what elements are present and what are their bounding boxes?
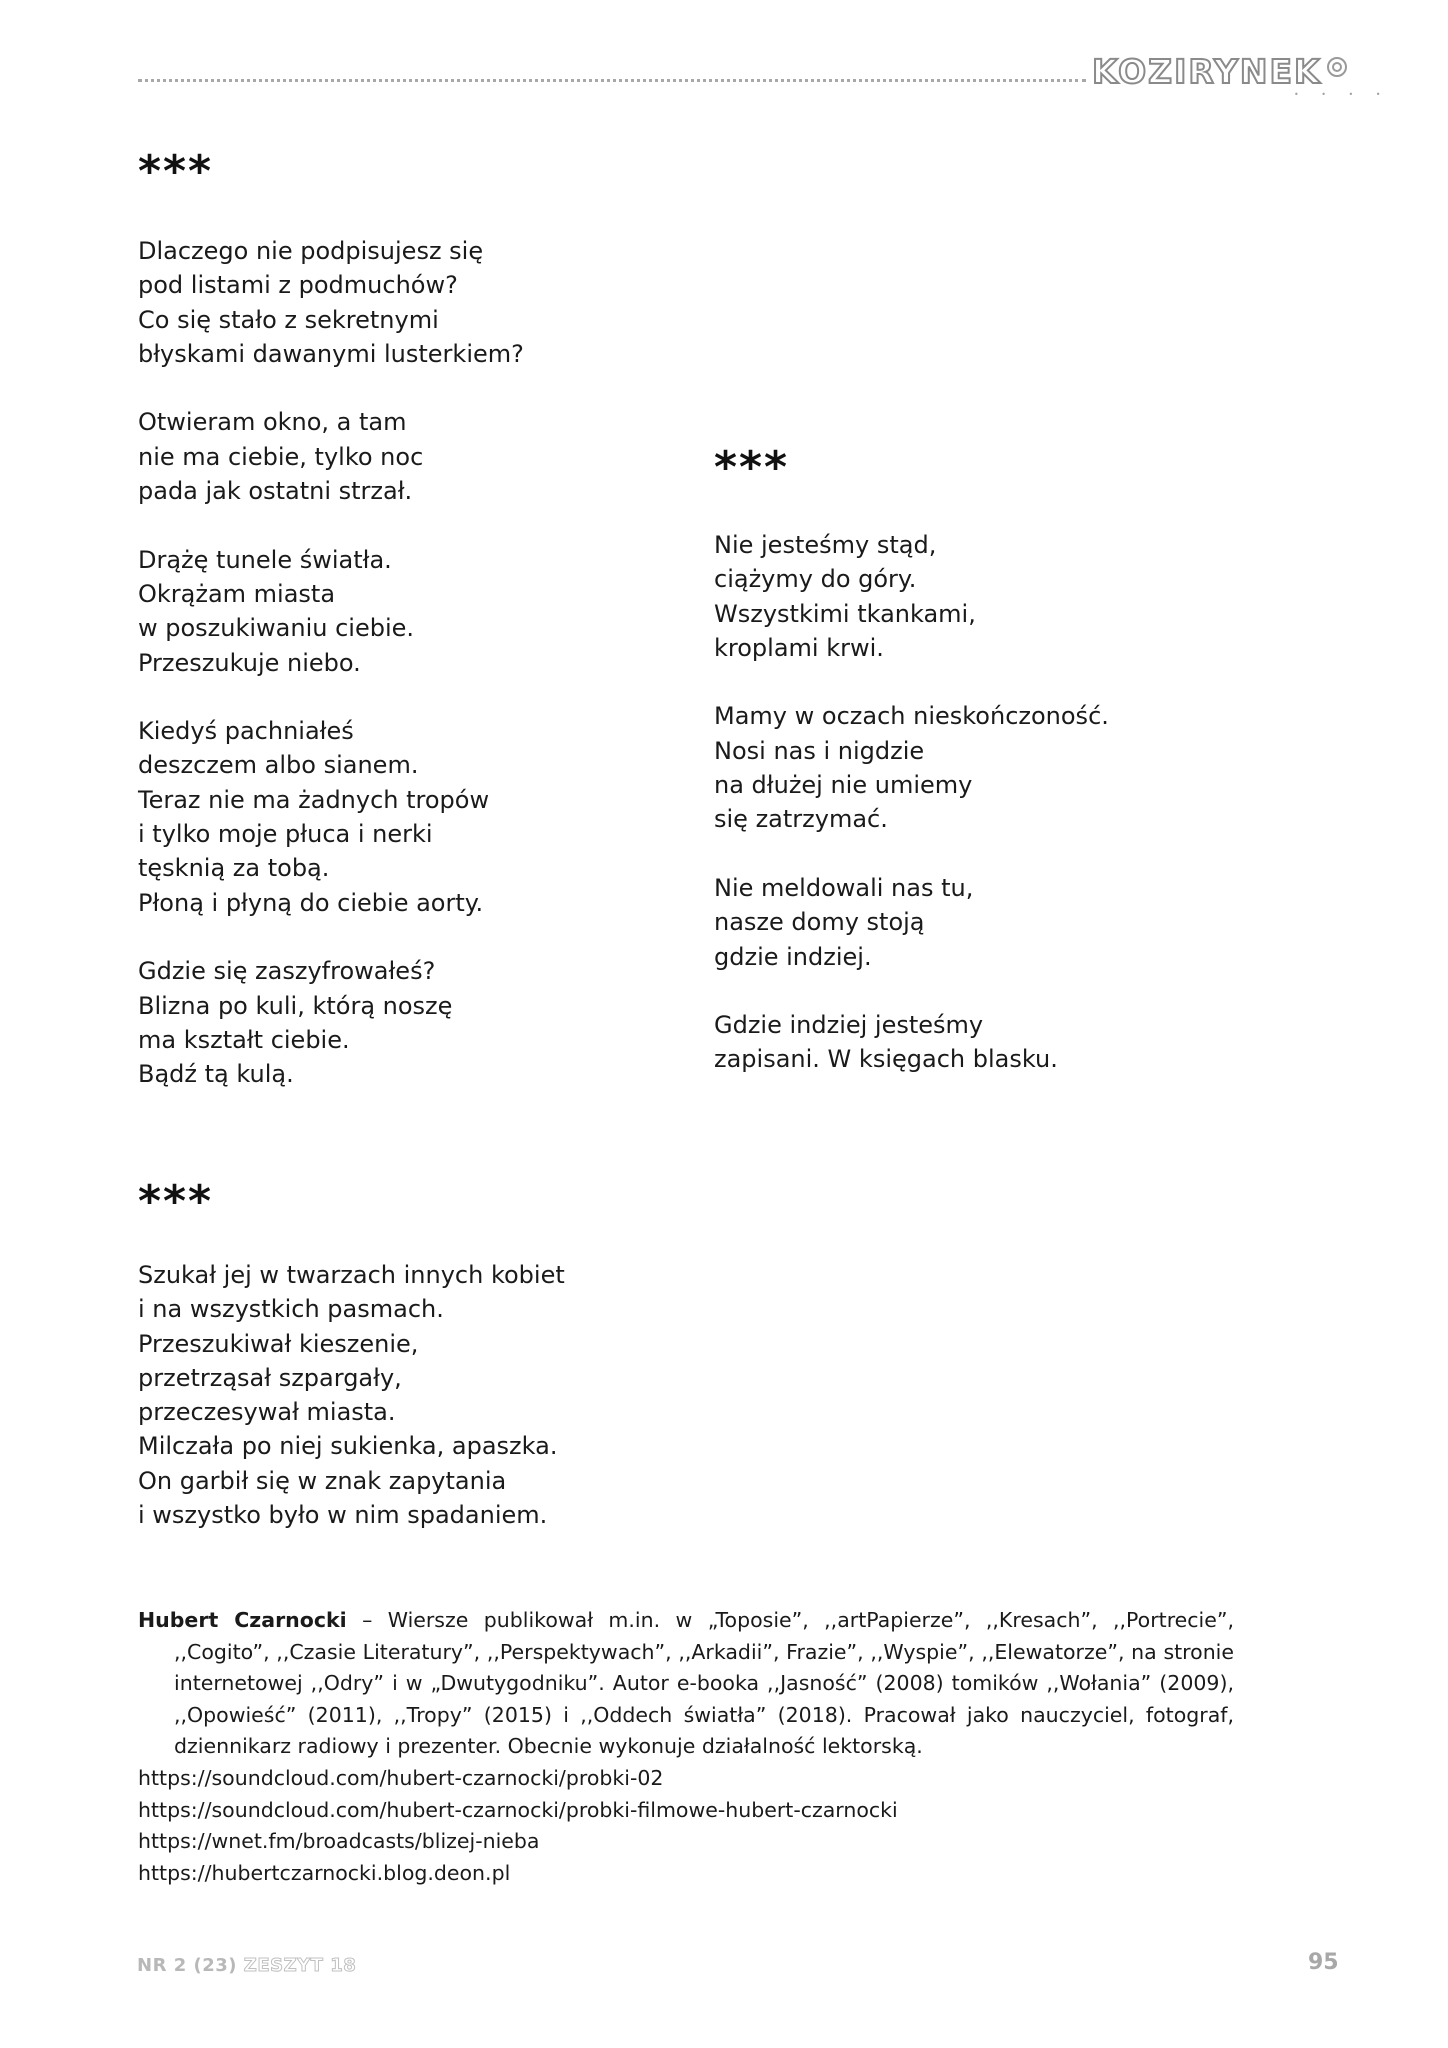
footer-issue	[137, 1955, 356, 1976]
poem-line: gdzie indziej.	[714, 942, 872, 971]
poem-line: Płoną i płyną do ciebie aorty.	[138, 888, 484, 917]
poem-line: zapisani. W księgach blasku.	[714, 1045, 1058, 1074]
author-name: Hubert Czarnocki	[138, 1608, 347, 1632]
poem-line: Gdzie się zaszyfrowałeś?	[138, 957, 436, 986]
poem-line: przeczesywał miasta.	[138, 1398, 396, 1427]
poem-line: błyskami dawanymi lusterkiem?	[138, 339, 524, 368]
poem-line: Drążę tunele światła.	[138, 545, 392, 574]
poem-line: w poszukiwaniu ciebie.	[138, 614, 415, 643]
poem-stanza	[138, 234, 738, 371]
poem-line: pod listami z podmuchów?	[138, 271, 458, 300]
poem-line: Co się stało z sekretnymi	[138, 305, 439, 334]
poem-line: na dłużej nie umiemy	[714, 771, 973, 800]
poem-stanza	[138, 954, 738, 1091]
poem-line: Gdzie indziej jesteśmy	[714, 1011, 984, 1040]
poem-2-marker: ***	[714, 442, 790, 493]
header-dotted-rule	[138, 79, 1086, 82]
bio-link[interactable]: https://soundcloud.com/hubert-czarnocki/probki-02	[138, 1765, 664, 1790]
poem-2	[714, 528, 1314, 1111]
poem-line: Przeszukuje niebo.	[138, 648, 361, 677]
poem-line: Wszystkimi tkankami,	[714, 599, 976, 628]
poem-line: Otwieram okno, a tam	[138, 408, 407, 437]
poem-stanza	[714, 699, 1314, 836]
poem-line: Mamy w oczach nieskończoność.	[714, 702, 1109, 731]
author-bio	[138, 1605, 1234, 1889]
poem-stanza	[138, 543, 738, 680]
poem-line: Przeszukiwał kieszenie,	[138, 1329, 419, 1358]
poem-3	[138, 1258, 738, 1567]
poem-line: Blizna po kuli, którą noszę	[138, 991, 453, 1020]
poem-1	[138, 234, 738, 1126]
poem-line: Nie meldowali nas tu,	[714, 873, 974, 902]
logo-badge-icon	[1326, 56, 1348, 78]
poem-line: Kiedyś pachniałeś	[138, 717, 354, 746]
poem-line: On garbił się w znak zapytania	[138, 1466, 507, 1495]
poem-line: Dlaczego nie podpisujesz się	[138, 237, 484, 265]
page-number: 95	[1308, 1950, 1339, 1975]
poem-line: się zatrzymać.	[714, 805, 888, 834]
poem-line: i tylko moje płuca i nerki	[138, 820, 433, 849]
poem-stanza	[714, 871, 1314, 974]
poem-line: przetrząsał szpargały,	[138, 1363, 402, 1392]
poem-line: nie ma ciebie, tylko noc	[138, 442, 424, 471]
poem-stanza	[714, 1008, 1314, 1077]
zeszyt-label: ZESZYT 18	[243, 1955, 357, 1976]
poem-stanza	[714, 528, 1314, 665]
poem-line: i wszystko było w nim spadaniem.	[138, 1501, 548, 1530]
poem-line: nasze domy stoją	[714, 908, 925, 937]
bio-text: – Wiersze publikował m.in. w „Toposie”, ,,artPapierze”, ,,Kresach”, ,,Portrecie”, ,,Cogito”, ,,Czasie Literatury”, ,,Perspektywach”, ,,Arkadii”, Frazie”, ,,Wyspie”, ,,Elewatorze”, na stronie internetowej ,,Odry” i w „Dwutygodniku”. Autor e-booka ,,Jasność” (2008) tomików ,,Wołania” (2009), ,,Opowieść” (2011), ,,Tropy” (2015) i ,,Oddech światła” (2018). Pracował jako nauczyciel, fotograf, dziennikarz radiowy i prezenter. Obecnie wykonuje działalność lektorską.	[174, 1608, 1234, 1759]
poem-line: tęsknią za tobą.	[138, 854, 330, 883]
poem-line: i na wszystkich pasmach.	[138, 1295, 444, 1324]
poem-line: deszczem albo sianem.	[138, 751, 419, 780]
magazine-logo: KOZIRYNEK	[1092, 52, 1322, 91]
poem-line: kroplami krwi.	[714, 633, 884, 662]
poem-line: Bądź tą kulą.	[138, 1060, 294, 1089]
poem-1-marker: ***	[138, 146, 214, 197]
poem-line: ciążymy do góry.	[714, 565, 917, 594]
bio-paragraph	[138, 1605, 1234, 1763]
poem-stanza	[138, 1258, 738, 1532]
issue-number: NR 2 (23)	[137, 1955, 237, 1976]
bio-link[interactable]: https://wnet.fm/broadcasts/blizej-nieba	[138, 1829, 540, 1854]
poem-line: ma kształt ciebie.	[138, 1025, 350, 1054]
poem-line: Teraz nie ma żadnych tropów	[138, 785, 490, 814]
poem-stanza	[138, 714, 738, 920]
logo-subtitle: • • • •	[1294, 90, 1391, 99]
poem-line: Nie jesteśmy stąd,	[714, 531, 937, 559]
poem-line: Milczała po niej sukienka, apaszka.	[138, 1432, 558, 1461]
poem-3-marker: ***	[138, 1176, 214, 1227]
poem-line: Nosi nas i nigdzie	[714, 736, 925, 765]
bio-link[interactable]: https://soundcloud.com/hubert-czarnocki/probki-filmowe-hubert-czarnocki	[138, 1797, 898, 1822]
poem-line: pada jak ostatni strzał.	[138, 477, 413, 506]
bio-link[interactable]: https://hubertczarnocki.blog.deon.pl	[138, 1860, 511, 1885]
poem-stanza	[138, 405, 738, 508]
poem-line: Szukał jej w twarzach innych kobiet	[138, 1261, 565, 1289]
poem-line: Okrążam miasta	[138, 579, 336, 608]
